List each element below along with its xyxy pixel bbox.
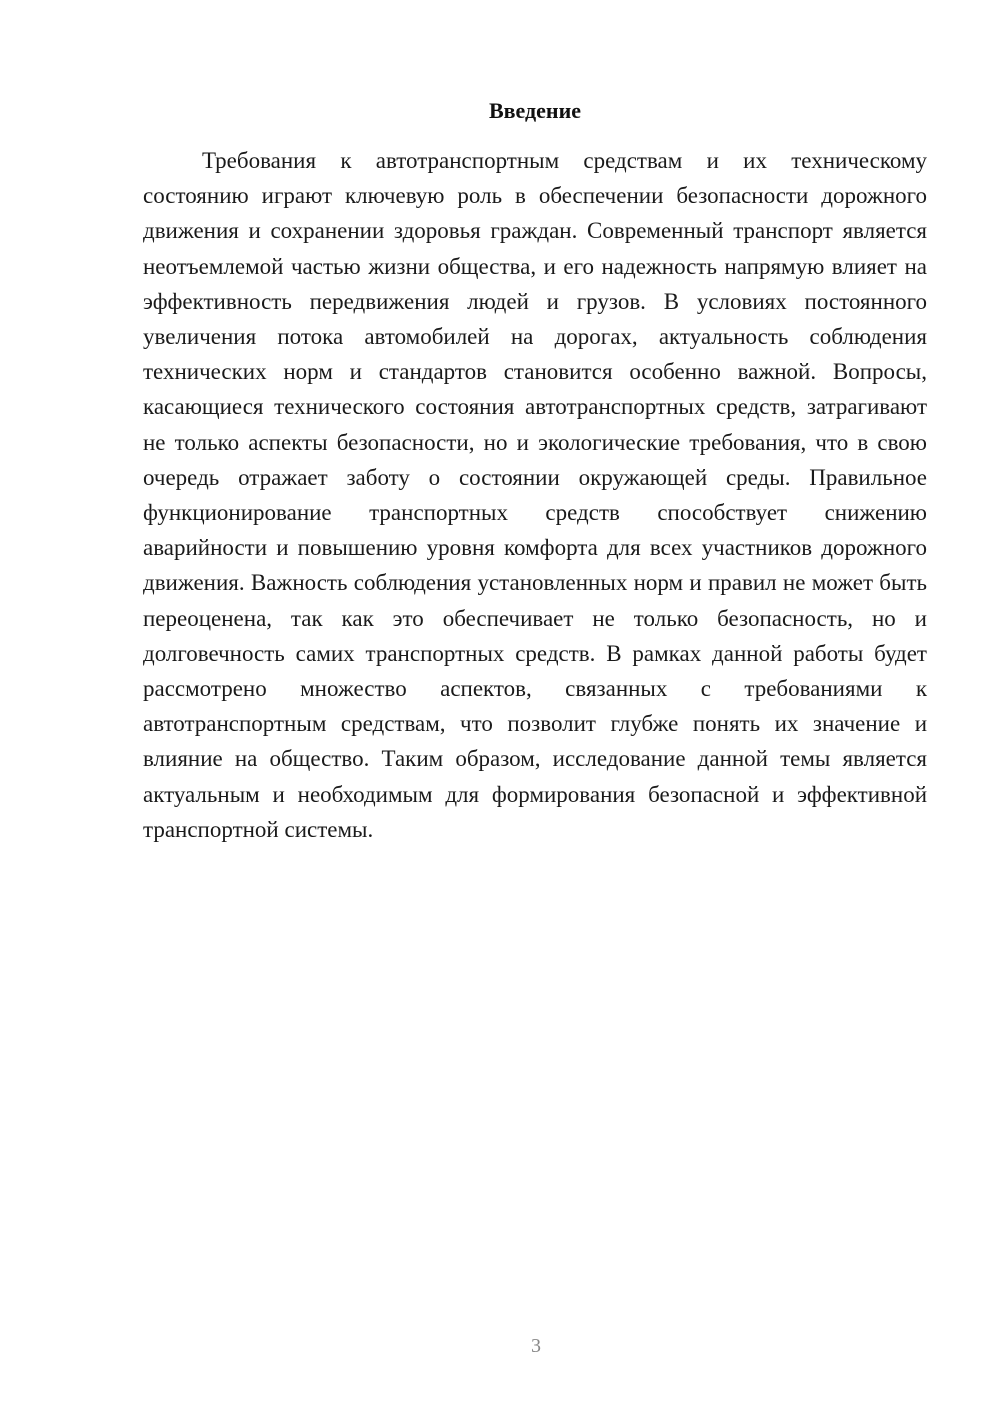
section-heading: Введение xyxy=(488,98,582,123)
introduction-paragraph: Требования к автотранспортным средствам и их техническому состоянию играют ключевую роль в обеспечении безопасности дорожного движения и сохранении здоровья граждан. Современный транспорт является неотъемлемой частью жизни общества, и его надежность напрямую влияет на эффективность передвижения людей и грузов. В условиях постоянного увеличения потока автомобилей на дорогах, актуальность соблюдения технических норм и стандартов становится особенно важной. Вопросы, касающиеся технического состояния автотранспортных средств, затрагивают не только аспекты безопасности, но и экологические требования, что в свою очередь отражает заботу о состоянии окружающей среды. Правильное функционирование транспортных средств способствует снижению аварийности и повышению уровня комфорта для всех участников дорожного движения. Важность соблюдения установленных норм и правил не может быть переоценена, так как это обеспечивает не только безопасность, но и долговечность самих транспортных средств. В рамках данной работы будет рассмотрено множество аспектов, связанных с требованиями к автотранспортным средствам, что позволит глубже понять их значение и влияние на общество. Таким образом, исследование данной темы является актуальным и необходимым для формирования безопасной и эффективной транспортной системы. xyxy=(143,148,927,842)
page-number: 3 xyxy=(531,1335,541,1357)
